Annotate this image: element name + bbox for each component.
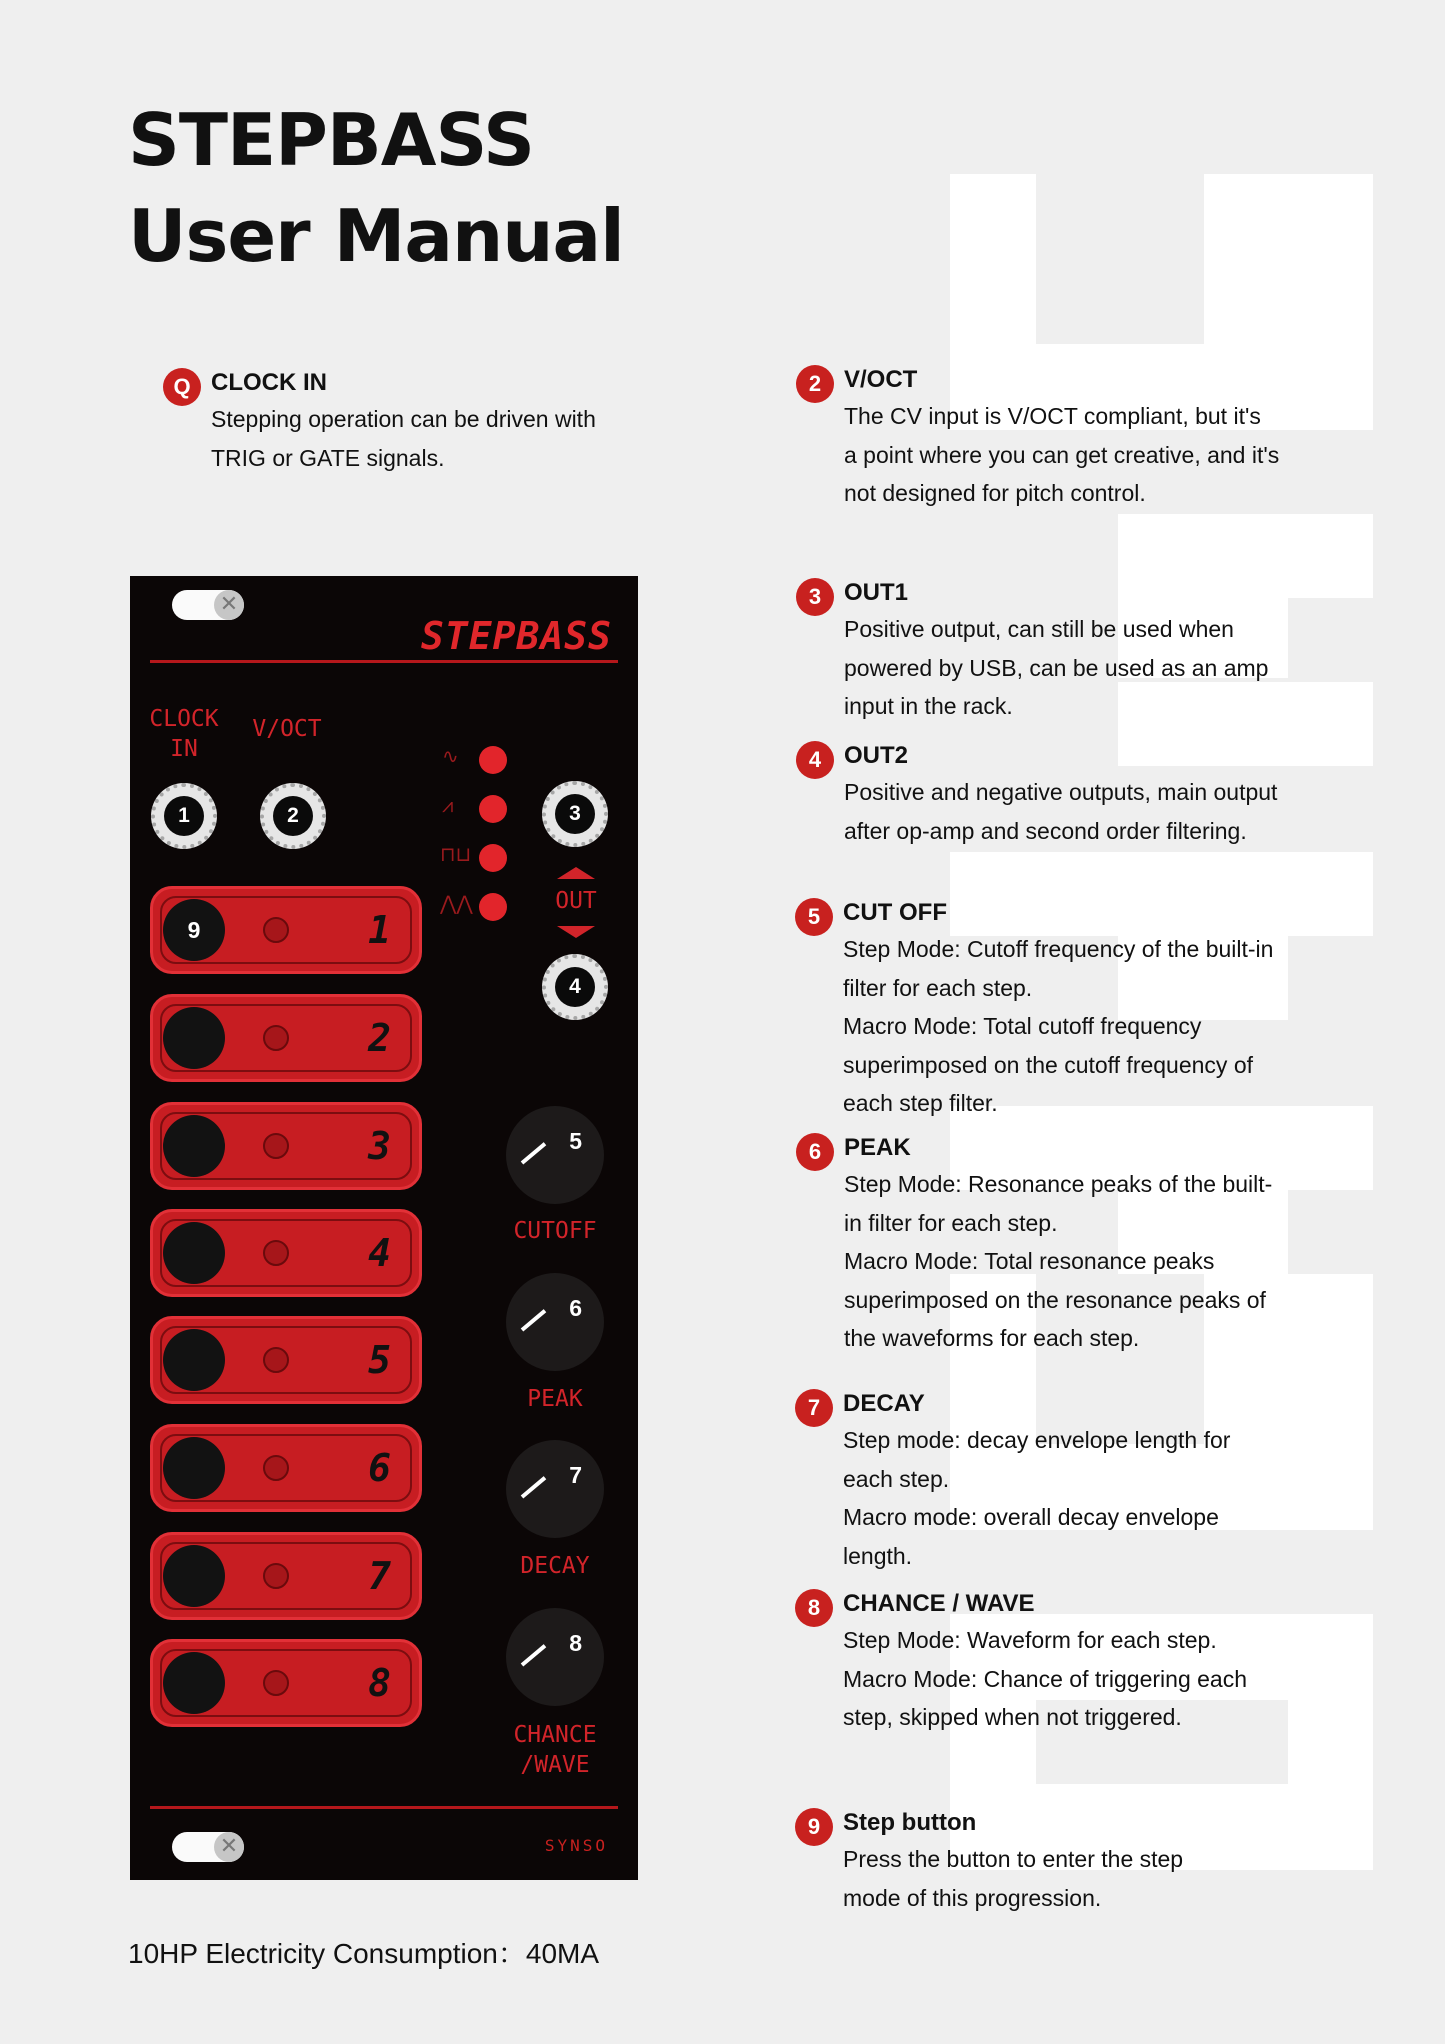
knob-pointer <box>521 1644 547 1666</box>
screw-x-icon: ✕ <box>214 590 244 620</box>
step-button-circle <box>163 1329 225 1391</box>
item-desc-line: Press the button to enter the step <box>843 1846 1184 1872</box>
decay-knob[interactable] <box>506 1440 604 1538</box>
item-desc-line: superimposed on the resonance peaks of <box>844 1286 1266 1313</box>
item-desc-line: superimposed on the cutoff frequency of <box>843 1051 1254 1078</box>
item-desc-line: Stepping operation can be driven with <box>211 406 596 432</box>
item-desc-line: each step. <box>843 1465 950 1492</box>
knob-pointer <box>521 1476 547 1498</box>
item-heading: PEAK <box>844 1134 911 1161</box>
jack-number: 3 <box>555 794 595 834</box>
item-desc-line: Macro Mode: Total cutoff frequency <box>843 1013 1202 1039</box>
item-step-button <box>807 1806 1343 1917</box>
step-led <box>263 1025 289 1051</box>
step-button-8[interactable] <box>150 1639 422 1727</box>
chance-wave-label: CHANCE /WAVE <box>513 1722 597 1778</box>
item-desc-line: input in the rack. <box>844 693 1013 719</box>
out-label: OUT <box>555 888 597 914</box>
item-heading: DECAY <box>843 1390 925 1417</box>
item-desc-line: Positive output, can still be used when <box>844 616 1234 642</box>
out-arrow-down-icon <box>557 926 595 938</box>
decay-label: DECAY <box>520 1553 590 1579</box>
item-desc-line: Step Mode: Resonance peaks of the built- <box>844 1171 1273 1197</box>
title-line-2: User Manual <box>128 194 624 278</box>
screw-x-icon: ✕ <box>214 1832 244 1862</box>
step-button-circle <box>163 1007 225 1069</box>
item-decay <box>807 1387 1343 1575</box>
step-number: 4 <box>368 1231 391 1275</box>
badge-3: 3 <box>796 578 834 616</box>
item-heading: CLOCK IN <box>211 369 327 396</box>
item-desc-line: step, skipped when not triggered. <box>843 1704 1182 1730</box>
item-desc-line: filter for each step. <box>843 974 1033 1001</box>
badge-7: 7 <box>795 1389 833 1427</box>
item-heading: CUT OFF <box>843 899 947 926</box>
step-number: 7 <box>368 1554 391 1598</box>
item-desc-line: Step Mode: Waveform for each step. <box>843 1627 1217 1653</box>
clock-in-label: CLOCK IN <box>149 706 219 762</box>
item-desc-line: the waveforms for each step. <box>844 1325 1140 1351</box>
item-cutoff <box>807 896 1343 1123</box>
item-desc-line: each step filter. <box>843 1090 998 1116</box>
knob-pointer <box>521 1309 547 1331</box>
item-desc-line: Macro Mode: Total resonance peaks <box>844 1248 1215 1274</box>
wave-led-saw <box>479 795 507 823</box>
step-button-circle <box>163 1222 225 1284</box>
badge-4: 4 <box>796 741 834 779</box>
wave-led-sine <box>479 746 507 774</box>
module-panel <box>130 576 638 1880</box>
step-button-1[interactable] <box>150 886 422 974</box>
bottom-divider <box>150 1806 618 1809</box>
knob-number: 5 <box>569 1128 582 1154</box>
badge-2: 2 <box>796 365 834 403</box>
page-title <box>128 92 624 284</box>
item-heading: OUT2 <box>844 742 909 769</box>
step-button-5[interactable] <box>150 1316 422 1404</box>
jack-number: 4 <box>555 967 595 1007</box>
item-desc-line: The CV input is V/OCT compliant, but it's <box>844 403 1261 429</box>
wave-led-triangle <box>479 893 507 921</box>
step-button-4[interactable] <box>150 1209 422 1297</box>
step-number: 1 <box>368 908 391 952</box>
triangle-wave-icon: ⋀⋀ <box>440 891 473 915</box>
knob-number: 6 <box>569 1295 582 1321</box>
step-number: 5 <box>368 1338 391 1382</box>
badge-9: 9 <box>795 1808 833 1846</box>
jack-number: 2 <box>273 796 313 836</box>
jack-out2[interactable] <box>542 954 608 1020</box>
jack-number: 1 <box>164 796 204 836</box>
step-button-circle <box>163 1545 225 1607</box>
sine-wave-icon: ∿ <box>442 744 459 768</box>
item-heading: V/OCT <box>844 366 918 393</box>
item-desc-line: TRIG or GATE signals. <box>211 444 445 471</box>
item-desc-line: Positive and negative outputs, main output <box>844 779 1278 805</box>
wave-led-square <box>479 844 507 872</box>
cutoff-label: CUTOFF <box>513 1218 597 1244</box>
voct-label: V/OCT <box>252 716 322 742</box>
step-led <box>263 1563 289 1589</box>
step-number: 6 <box>368 1446 391 1490</box>
knob-number: 8 <box>569 1630 582 1656</box>
item-chance-wave <box>807 1587 1343 1737</box>
badge-5: 5 <box>795 898 833 936</box>
chance-wave-knob[interactable] <box>506 1608 604 1706</box>
spec-line: 10HP Electricity Consumption：40MA <box>128 1938 600 1969</box>
step-number: 8 <box>368 1661 391 1705</box>
knob-number: 7 <box>569 1462 582 1488</box>
item-desc-line: Step mode: decay envelope length for <box>843 1427 1231 1453</box>
step-button-3[interactable] <box>150 1102 422 1190</box>
step-button-circle <box>163 1115 225 1177</box>
maker-logo: SYNSO <box>544 1836 608 1855</box>
step-button-7[interactable] <box>150 1532 422 1620</box>
badge-8: 8 <box>795 1589 833 1627</box>
saw-wave-icon: ⩘ <box>442 793 454 817</box>
top-divider <box>150 660 618 663</box>
item-clock-in <box>173 366 671 477</box>
title-line-1: STEPBASS <box>128 98 534 182</box>
panel-screw-top <box>172 590 244 620</box>
item-desc-line: Macro mode: overall decay envelope <box>843 1504 1219 1530</box>
brand-logo: STEPBASS <box>420 614 612 658</box>
knob-pointer <box>521 1142 547 1164</box>
step-button-circle <box>163 1652 225 1714</box>
item-desc-line: a point where you can get creative, and it's <box>844 441 1280 468</box>
jack-out1[interactable] <box>542 781 608 847</box>
cutoff-knob[interactable] <box>506 1106 604 1204</box>
item-desc-line: not designed for pitch control. <box>844 480 1146 506</box>
item-desc-line: Step Mode: Cutoff frequency of the built-in <box>843 936 1274 962</box>
item-heading: OUT1 <box>844 579 909 606</box>
step-button-6[interactable] <box>150 1424 422 1512</box>
jack-clock-in[interactable] <box>151 783 217 849</box>
step-button-marker: 9 <box>163 899 225 961</box>
step-led <box>263 1133 289 1159</box>
step-led <box>263 1670 289 1696</box>
step-number: 3 <box>368 1124 391 1168</box>
item-desc-line: in filter for each step. <box>844 1209 1058 1236</box>
item-heading: Step button <box>843 1809 977 1836</box>
badge-q: Q <box>163 368 201 406</box>
step-led <box>263 917 289 943</box>
peak-label: PEAK <box>527 1386 583 1412</box>
item-desc-line: after op-amp and second order filtering. <box>844 817 1247 844</box>
item-desc-line: mode of this progression. <box>843 1884 1102 1911</box>
item-desc-line: length. <box>843 1542 913 1569</box>
item-desc-line: Macro Mode: Chance of triggering each <box>843 1665 1247 1692</box>
step-led <box>263 1347 289 1373</box>
item-heading: CHANCE / WAVE <box>843 1590 1035 1617</box>
peak-knob[interactable] <box>506 1273 604 1371</box>
step-led <box>263 1455 289 1481</box>
step-button-2[interactable] <box>150 994 422 1082</box>
item-out1 <box>808 576 1344 726</box>
item-peak <box>808 1131 1344 1358</box>
step-led <box>263 1240 289 1266</box>
step-number: 2 <box>368 1016 391 1060</box>
square-wave-icon: ⊓⊔ <box>440 842 472 866</box>
badge-6: 6 <box>796 1133 834 1171</box>
item-desc-line: powered by USB, can be used as an amp <box>844 654 1269 681</box>
jack-voct[interactable] <box>260 783 326 849</box>
out-arrow-up-icon <box>557 867 595 879</box>
item-out2 <box>808 739 1344 850</box>
step-button-circle <box>163 1437 225 1499</box>
panel-screw-bottom <box>172 1832 244 1862</box>
item-voct <box>808 363 1344 513</box>
